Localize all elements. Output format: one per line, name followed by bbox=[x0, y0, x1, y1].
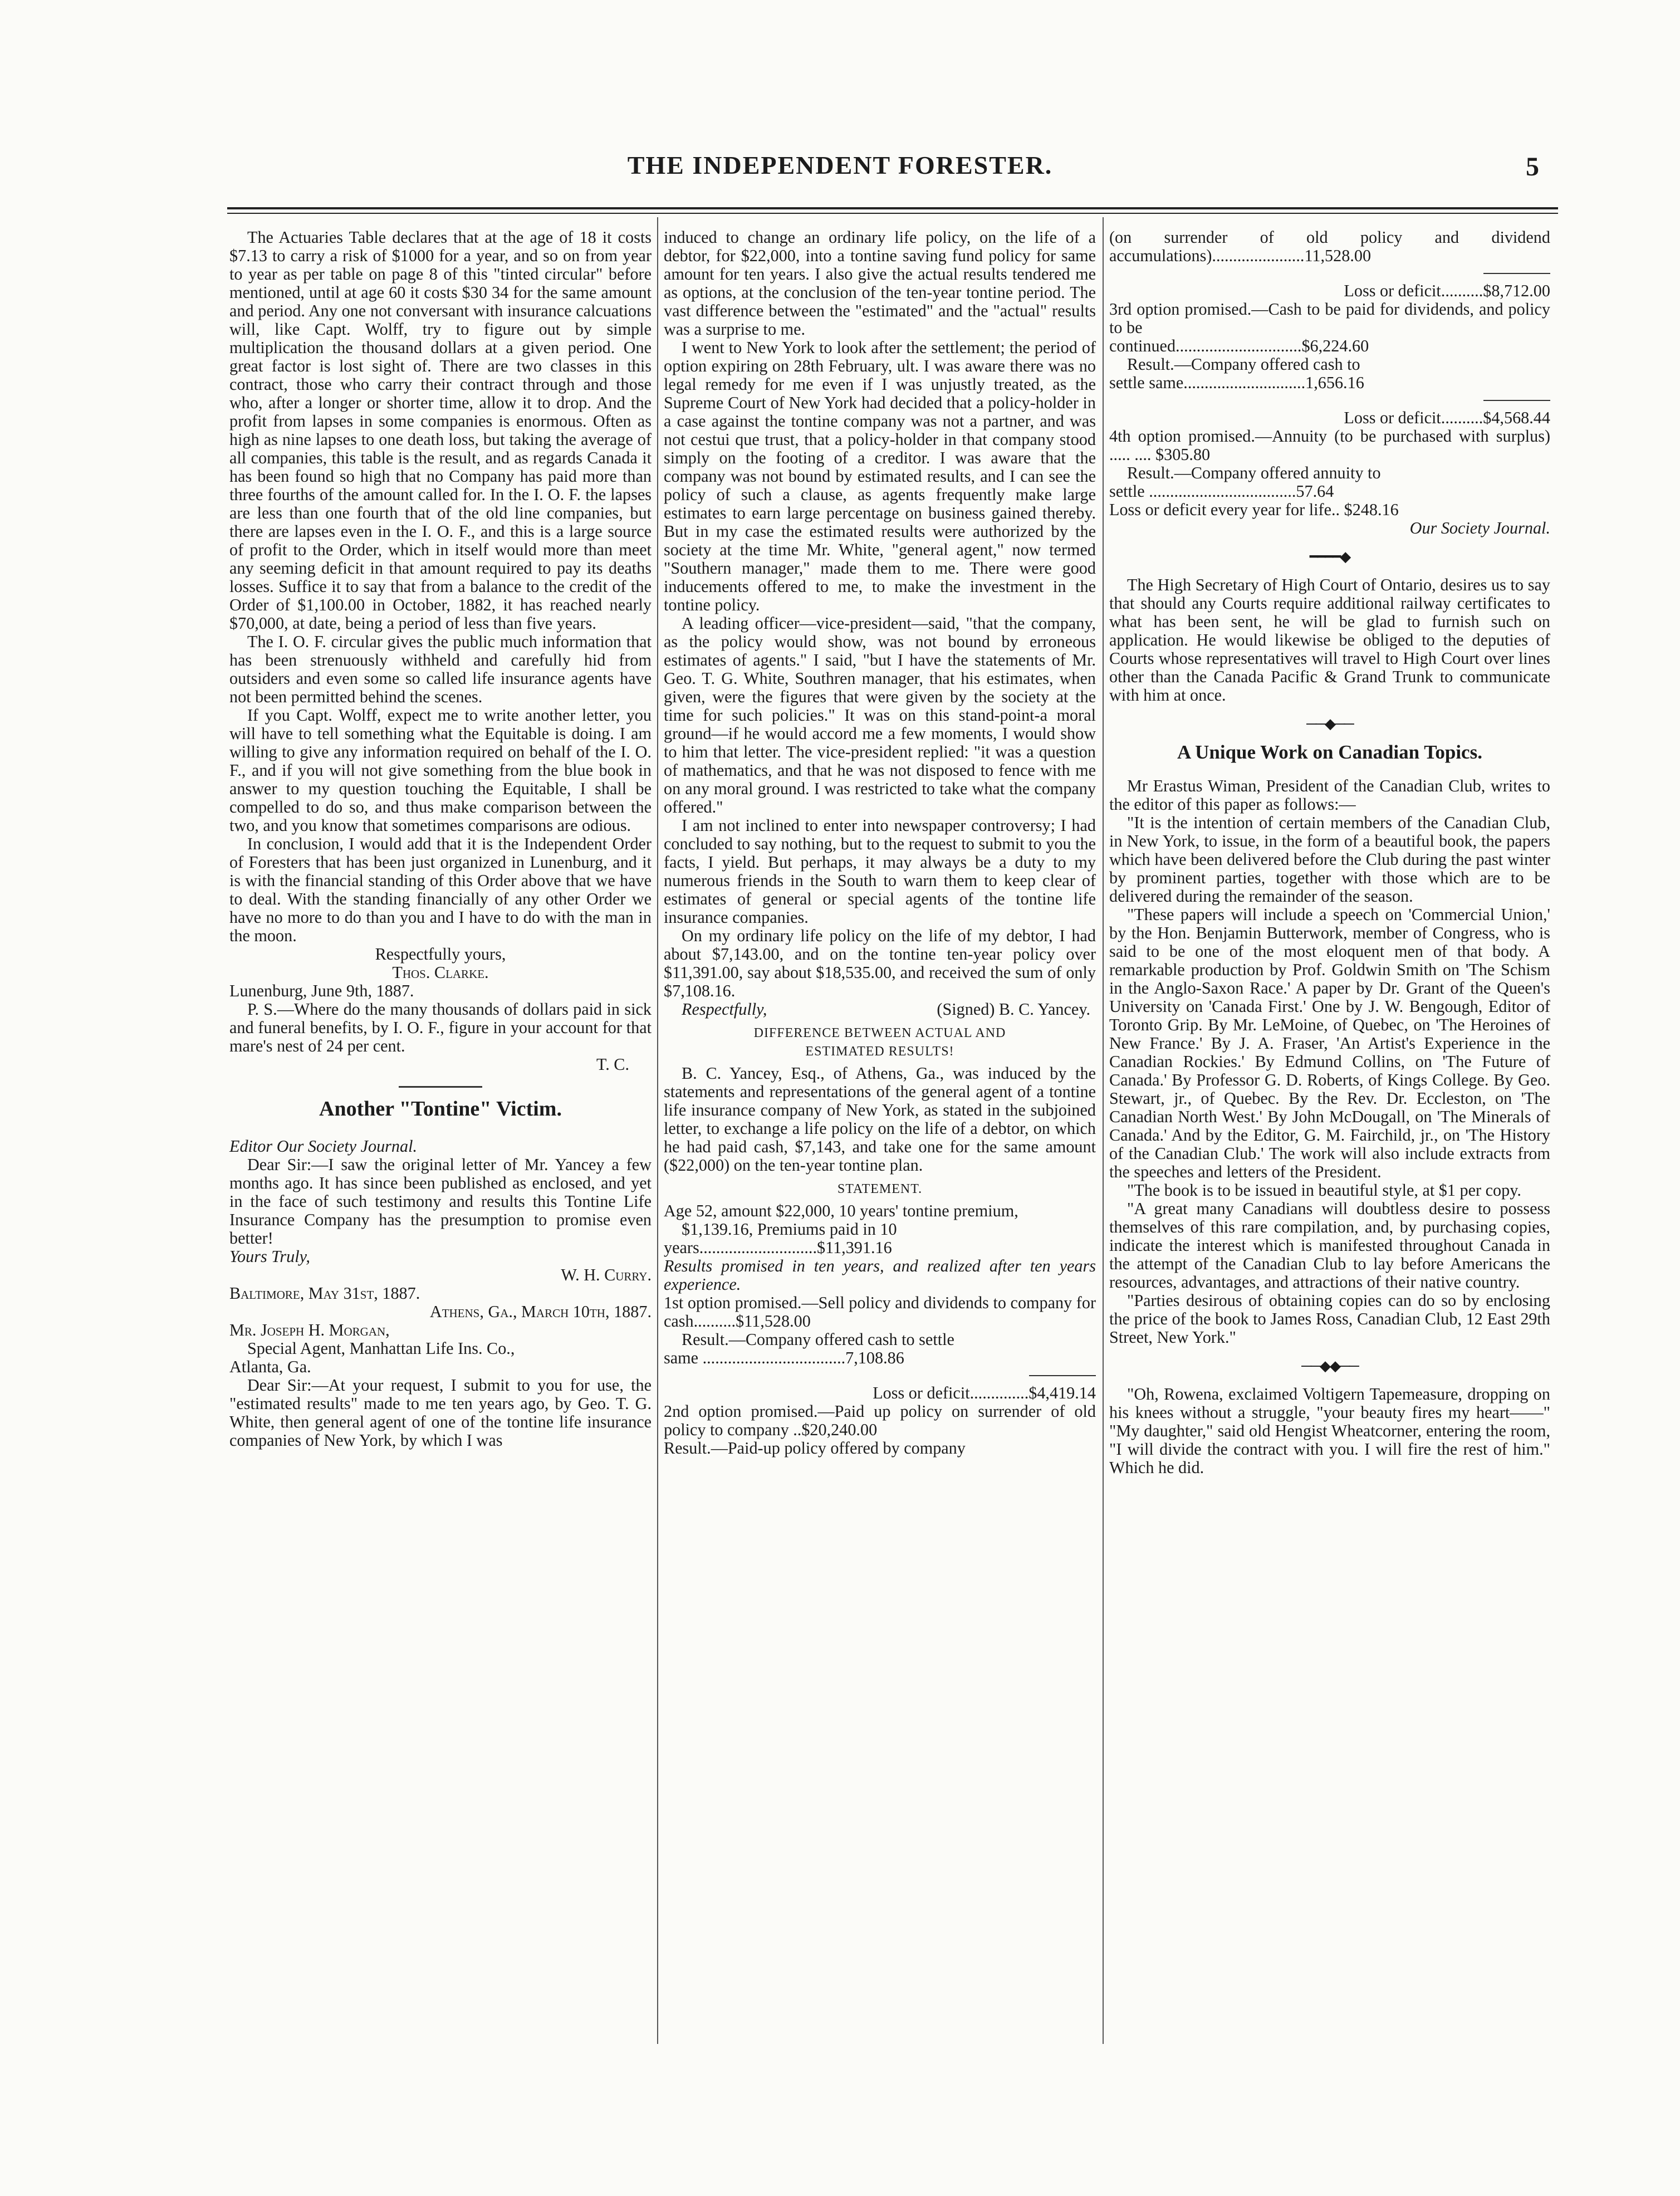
statement-line: same ..................................7,108.86 bbox=[664, 1348, 904, 1367]
statement-line: continued..............................$6,224.60 bbox=[1109, 336, 1369, 355]
sum-rule bbox=[1483, 400, 1550, 401]
signature-curry: W. H. Curry. bbox=[561, 1265, 652, 1284]
paragraph: induced to change an ordinary life policy, on the life of a debtor, for $22,000, into a tontine saving fund policy for same amount for ten years. I also give the actual results tendered me as options, at the conclusion of the ten-year tontine period. The vast difference between the "estimated" and the "actual" results was a surprise to me. bbox=[664, 228, 1096, 339]
sum-rule bbox=[1029, 1375, 1096, 1376]
statement-line: $1,139.16, Premiums paid in 10 bbox=[682, 1220, 897, 1239]
addressee: Mr. Joseph H. Morgan, bbox=[229, 1320, 390, 1339]
signature: Thos. Clarke. bbox=[392, 963, 489, 982]
statement-line: Loss or deficit every year for life.. $248.16 bbox=[1109, 500, 1399, 519]
column-1 bbox=[229, 228, 652, 1450]
paragraph: The High Secretary of High Court of Ontario, desires us to say that should any Courts require additional railway certificates to what has been sent, he will be glad to furnish such on application. He would likewise be obliged to the deputies of Courts whose representatives will travel to High Court over lines other than the Canada Pacific & Grand Trunk to communicate with him at once. bbox=[1109, 575, 1550, 705]
dateline: Lunenburg, June 9th, 1887. bbox=[229, 981, 414, 1000]
column-divider-2 bbox=[1103, 217, 1104, 2044]
statement-line: Result.—Company offered annuity to bbox=[1127, 463, 1381, 482]
paragraph: The I. O. F. circular gives the public much information that has been strenuously withheld and carefully hid from outsiders and even some so called life insurance agents have not been permitted behind the scenes. bbox=[229, 632, 652, 706]
paragraph: In conclusion, I would add that it is the Independent Order of Foresters that has been just organized in Lunenburg, and it is with the financial standing of this Order above that we have to deal. With the standing financially of any other Order we have no more to do than you and I have to do with the man in the moon. bbox=[229, 834, 652, 945]
statement-line: Loss or deficit..............$4,419.14 bbox=[873, 1383, 1096, 1402]
statement-line: Result.—Paid-up policy offered by company bbox=[664, 1439, 966, 1458]
letter-body: Dear Sir:—At your request, I submit to you for use, the "estimated results" made to me ten years ago, by Geo. T. G. White, then general agent of one of the tontine life insurance companies of New York, by which I was bbox=[229, 1376, 652, 1450]
paragraph: Mr Erastus Wiman, President of the Canadian Club, writes to the editor of this paper as follows:— bbox=[1109, 776, 1550, 814]
column-2 bbox=[664, 228, 1096, 1458]
dateline-athens: Athens, Ga., March 10th, 1887. bbox=[429, 1302, 652, 1321]
ornament-divider: ──◆── bbox=[1306, 716, 1353, 732]
statement-line: 3rd option promised.—Cash to be paid for dividends, and policy to be bbox=[1109, 300, 1550, 337]
paragraph: The Actuaries Table declares that at the age of 18 it costs $7.13 to carry a risk of $1000 for a year, and so on from year to year as per table on page 8 of this "tinted circular" before mentioned, until at age 60 it costs $30 34 for the same amount and period. Any one not conversant with insurance calcuations will, like Capt. Wolff, try to figure out by simple multiplication the thousand dollars at a given period. One great factor is lost sight of. There are two classes in this contract, those who carry their contract through and those who, after a longer or shorter time, allow it to drop. And the profit from lapses in some companies is enormous. Often as high as nine lapses to one death loss, but taking the average of all companies, this table is the result, and as regards Canada it has been found so high that no Company has paid more than three fourths of the amount called for. In the I. O. F. the lapses are less than one fourth that of the old line companies, but there are lapses even in the I. O. F., and this is a large source of profit to the Order, which in itself would more than meet any seeming deficit in that amount required to pay its deaths losses. Suffice it to say that from a balance to the credit of the Order of $1,100.00 in October, 1882, it has reached nearly $70,000, at date, being a period of less than five years. bbox=[229, 228, 652, 633]
source-credit: Our Society Journal. bbox=[1409, 519, 1550, 537]
caption: DIFFERENCE BETWEEN ACTUAL AND bbox=[753, 1026, 1006, 1040]
paragraph: "A great many Canadians will doubtless desire to possess themselves of this rare compilation, and, by purchasing copies, indicate the interest which is manifested throughout Canada in the attempt of the Canadian Club to lay before Americans the resources, advantages, and attractions of their native country. bbox=[1109, 1199, 1550, 1292]
postscript: P. S.—Where do the many thousands of dollars paid in sick and funeral benefits, by I. O. F., figure in your account for that mare's nest of 24 per cent. bbox=[229, 1000, 652, 1055]
paragraph: "It is the intention of certain members of the Canadian Club, in New York, to issue, in the form of a beautiful book, the papers which have been delivered before the Club during the past winter by prominent parties, together with those which are to be delivered during the remainder of the season. bbox=[1109, 813, 1550, 906]
statement-line: years............................$11,391.16 bbox=[664, 1238, 892, 1257]
paragraph: If you Capt. Wolff, expect me to write another letter, you will have to tell something what the Equitable is doing. I am willing to give any information required on behalf of the I. O. F., and if you will not give something from the blue book in answer to my question touching the Equitable, I shall be compelled to do so, and thus make comparison between the two, and you know that sometimes comparisons are odious. bbox=[229, 706, 652, 835]
paragraph: A leading officer—vice-president—said, "that the company, as the policy would show, was not bound by erroneous estimates of agents." I said, "but I have the statements of Mr. Geo. T. G. White, Southren manager, that his estimates, when given, were the figures that were given by the society at the time for such policies." It was on this stand-point-a moral ground—if he would accord me a few moments, I would show to him that letter. The vice-president replied: "it was a question of mathematics, and that he was not disposed to fence with me on any moral ground. I was restricted to take what the company offered." bbox=[664, 614, 1096, 816]
addressee-title: Special Agent, Manhattan Life Ins. Co., bbox=[247, 1339, 515, 1358]
salutation-editor: Editor Our Society Journal. bbox=[229, 1137, 418, 1156]
signature-row bbox=[664, 1000, 1096, 1019]
signoff: Respectfully yours, bbox=[375, 945, 506, 963]
article-heading: A Unique Work on Canadian Topics. bbox=[1177, 741, 1482, 763]
statement-line: 2nd option promised.—Paid up policy on surrender of old policy to company ..$20,240.00 bbox=[664, 1402, 1096, 1439]
page-number: 5 bbox=[1526, 152, 1539, 182]
article-heading: Another "Tontine" Victim. bbox=[319, 1097, 562, 1121]
yours-truly: Yours Truly, bbox=[229, 1247, 310, 1266]
paragraph: "Parties desirous of obtaining copies can do so by enclosing the price of the book to James Ross, Canadian Club, 12 East 29th Street, New York." bbox=[1109, 1291, 1550, 1347]
masthead: THE INDEPENDENT FORESTER. bbox=[627, 151, 1053, 179]
statement-caption: STATEMENT. bbox=[837, 1182, 923, 1196]
dateline-baltimore: Baltimore, May 31st, 1887. bbox=[229, 1284, 420, 1303]
paragraph: I am not inclined to enter into newspaper controversy; I had concluded to say nothing, but to the request to submit to you the facts, I yield. But perhaps, it may always be a duty to my numerous friends in the South to warn them to keep clear of estimates of general or special agents of the tontine life insurance companies. bbox=[664, 816, 1096, 927]
statement-line: Loss or deficit..........$8,712.00 bbox=[1344, 281, 1550, 300]
section-rule bbox=[399, 1086, 482, 1088]
addressee-city: Atlanta, Ga. bbox=[229, 1357, 311, 1376]
paragraph: "These papers will include a speech on 'Commercial Union,' by the Hon. Benjamin Butterwork, member of Congress, who is said to be one of the most eloquent men of that body. A remarkable production by Prof. Goldwin Smith on 'The Schism in the Anglo-Saxon Race.' A paper by Dr. Grant of the Queen's University on 'Canada First.' One by J. W. Bengough, Editor of Toronto Grip. By Mr. LeMoine, of Quebec, on 'The Heroines of New France.' By J. A. Fraser, 'An Artist's Experience in the Canadian Rockies.' By Edmund Collins, on 'The Future of Canada.' By Professor G. D. Roberts, of Kings College. By Geo. Stewart, jr., of Quebec. By the Rev. Dr. Eccleston, on 'The Canadian North West.' By John McDougall, on 'The Minerals of Canada.' And by the Editor, G. M. Fairchild, jr., on 'The History of the Canadian Club.' The work will also include extracts from the speeches and letters of the President. bbox=[1109, 905, 1550, 1181]
statement-line: Loss or deficit..........$4,568.44 bbox=[1344, 408, 1550, 427]
paragraph: "Oh, Rowena, exclaimed Voltigern Tapemeasure, dropping on his knees without a struggle, "your beauty fires my heart——" "My daughter," said old Hengist Wheatcorner, entering the room, "I will divide the contract with you. I will fire the rest of him." Which he did. bbox=[1109, 1385, 1550, 1477]
ornament-divider: ──◆◆── bbox=[1301, 1358, 1358, 1374]
statement-line: settle same.............................1,656.16 bbox=[1109, 373, 1364, 392]
signature-yancey: (Signed) B. C. Yancey. bbox=[937, 1000, 1090, 1019]
ornament-divider: ━━━━◆ bbox=[1309, 549, 1350, 565]
header-rule bbox=[227, 207, 1558, 214]
caption: ESTIMATED RESULTS! bbox=[805, 1044, 954, 1059]
paragraph: I went to New York to look after the settlement; the period of option expiring on 28th February, ult. I was aware there was no legal remedy for me even if I was unjustly treated, as the Supreme Court of New York had decided that a policy-holder in a case against the tontine company was not a partner, and was not cestui que trust, that a policy-holder in that company stood simply on the footing of a creditor. I was aware that the company was not bound by estimated results, and I can see the policy of such a clause, as agents frequently make large estimates to earn large percentage on business gained thereby. But in my case the estimated results were authorized by the society at the time Mr. White, "general agent," now termed "Southern manager," made them to me. There were good inducements offered to me, to make the investment in the tontine policy. bbox=[664, 338, 1096, 614]
initials: T. C. bbox=[596, 1055, 629, 1074]
paragraph: B. C. Yancey, Esq., of Athens, Ga., was induced by the statements and representations of the general agent of a tontine life insurance company of New York, as stated in the subjoined letter, to exchange a life policy on the life of a debtor, on which he had paid cash, $7,143, and take one for the same amount ($22,000) on the ten-year tontine plan. bbox=[664, 1064, 1096, 1175]
paragraph: On my ordinary life policy on the life of my debtor, I had about $7,143.00, and on the tontine ten-year policy over $11,391.00, say about $18,535.00, and received the sum of only $7,108.16. bbox=[664, 926, 1096, 1000]
statement-line: 1st option promised.—Sell policy and dividends to company for cash..........$11,528.00 bbox=[664, 1293, 1096, 1331]
statement-line: Result.—Company offered cash to settle bbox=[682, 1330, 954, 1349]
column-3 bbox=[1109, 228, 1550, 1477]
paragraph: "The book is to be issued in beautiful style, at $1 per copy. bbox=[1127, 1181, 1521, 1200]
sum-rule bbox=[1483, 273, 1550, 274]
letter-body: Dear Sir:—I saw the original letter of Mr. Yancey a few months ago. It has since been published as enclosed, and yet in the face of such testimony and results this Tontine Life Insurance Company has the presumption to promise even better! bbox=[229, 1155, 652, 1248]
statement-line: settle ...................................57.64 bbox=[1109, 482, 1334, 501]
statement-line: Age 52, amount $22,000, 10 years' tontine premium, bbox=[664, 1201, 1018, 1220]
statement-line: 4th option promised.—Annuity (to be purchased with surplus) ..... .... $305.80 bbox=[1109, 427, 1550, 464]
column-divider-1 bbox=[657, 217, 658, 2044]
statement-line: Results promised in ten years, and realized after ten years experience. bbox=[664, 1256, 1096, 1294]
statement-line: Result.—Company offered cash to bbox=[1127, 355, 1360, 374]
signoff: Respectfully, bbox=[682, 1000, 767, 1019]
statement-line: (on surrender of old policy and dividend accumulations)......................11,528.00 bbox=[1109, 228, 1550, 265]
